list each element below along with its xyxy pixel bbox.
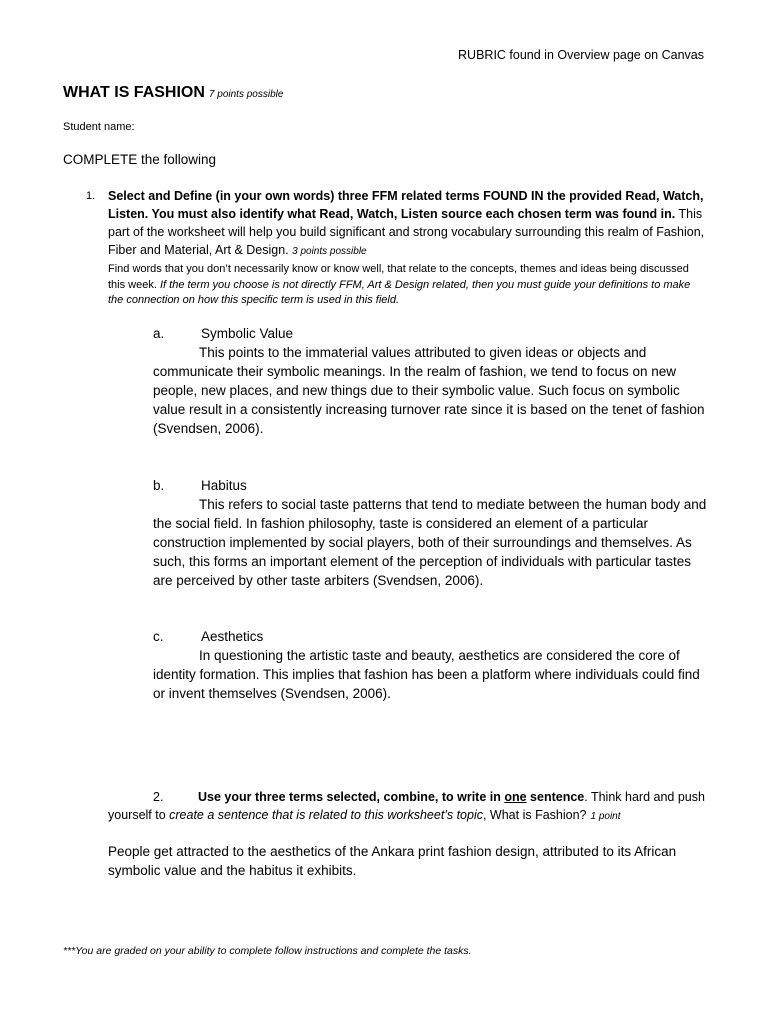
- question-2: [108, 788, 708, 826]
- question-1: [86, 187, 708, 261]
- question-2-answer: People get attracted to the aesthetics of the Ankara print fashion design, attributed to its African symbolic value and the habitus it exhibits.: [108, 844, 677, 878]
- student-name-label: Student name:: [63, 121, 135, 133]
- term-b-name: Habitus: [201, 478, 247, 493]
- question-2-text-italic: create a sentence that is related to this worksheet’s topic: [169, 808, 483, 822]
- term-b: [153, 476, 713, 590]
- term-a-definition: This points to the immaterial values attributed to given ideas or objects and communicate their symbolic meanings. In the realm of fashion, we tend to focus on new people, new places, and new things due to their symbolic value. Such focus on symbolic value result in a consistently increasing turnover rate since it is based on the tenet of fashion (Svendsen, 2006).: [153, 345, 705, 436]
- term-c: [153, 627, 713, 703]
- complete-label: COMPLETE the following: [63, 152, 217, 167]
- question-2-text-1: . Think hard and push yourself to: [108, 790, 705, 822]
- question-1-instruction-bold: Select and Define (in your own words) three FFM related terms FOUND IN the provided Read, Watch, Listen. You must also identify what Read, Watch, Listen source each chosen term was found in.: [108, 189, 704, 221]
- grading-footer: ***You are graded on your ability to complete follow instructions and complete the tasks.: [63, 945, 472, 957]
- question-1-number: 1.: [86, 190, 96, 202]
- question-2-bold-after: sentence: [526, 790, 585, 804]
- term-b-letter: b.: [153, 478, 165, 493]
- term-c-letter: c.: [153, 629, 164, 644]
- question-1-instruction-rest: This part of the worksheet will help you build significant and strong vocabulary surrounding this realm of Fashion, Fiber and Material, Art & Design.: [108, 207, 705, 257]
- question-2-bold-before: Use your three terms selected, combine, to write in: [198, 790, 505, 804]
- question-1-points: 3 points possible: [292, 246, 367, 257]
- term-c-name: Aesthetics: [201, 629, 264, 644]
- term-a: [153, 324, 713, 438]
- question-2-text-2: , What is Fashion?: [482, 808, 587, 822]
- term-a-letter: a.: [153, 326, 165, 341]
- question-1-note-italic: If the term you choose is not directly FFM, Art & Design related, then you must guide your definitions to make the connection on how this specific term is used in this field.: [108, 278, 691, 306]
- question-1-note: [108, 262, 708, 309]
- question-2-number: 2.: [153, 790, 164, 804]
- term-c-definition: In questioning the artistic taste and beauty, aesthetics are considered the core of identity formation. This implies that fashion has been a platform where individuals could find or invent themselves (Svendsen, 2006).: [153, 648, 700, 701]
- term-b-definition: This refers to social taste patterns that tend to mediate between the human body and the social field. In fashion philosophy, taste is considered an element of a particular construction implemented by social players, both of their surroundings and themselves. As such, this forms an important element of the perception of individuals with particular tastes are perceived by other taste arbiters (Svendsen, 2006).: [153, 497, 707, 588]
- term-a-name: Symbolic Value: [201, 326, 294, 341]
- page-title: [63, 84, 283, 102]
- question-1-note-plain: Find words that you don’t necessarily know or know well, that relate to the concepts, themes and ideas being discussed this week.: [108, 263, 689, 291]
- question-2-bold-underlined: one: [504, 790, 527, 804]
- title-text: WHAT IS FASHION: [63, 84, 205, 101]
- rubric-note: RUBRIC found in Overview page on Canvas: [458, 48, 704, 62]
- title-points: 7 points possible: [208, 89, 284, 100]
- question-2-points: 1 point: [590, 811, 621, 822]
